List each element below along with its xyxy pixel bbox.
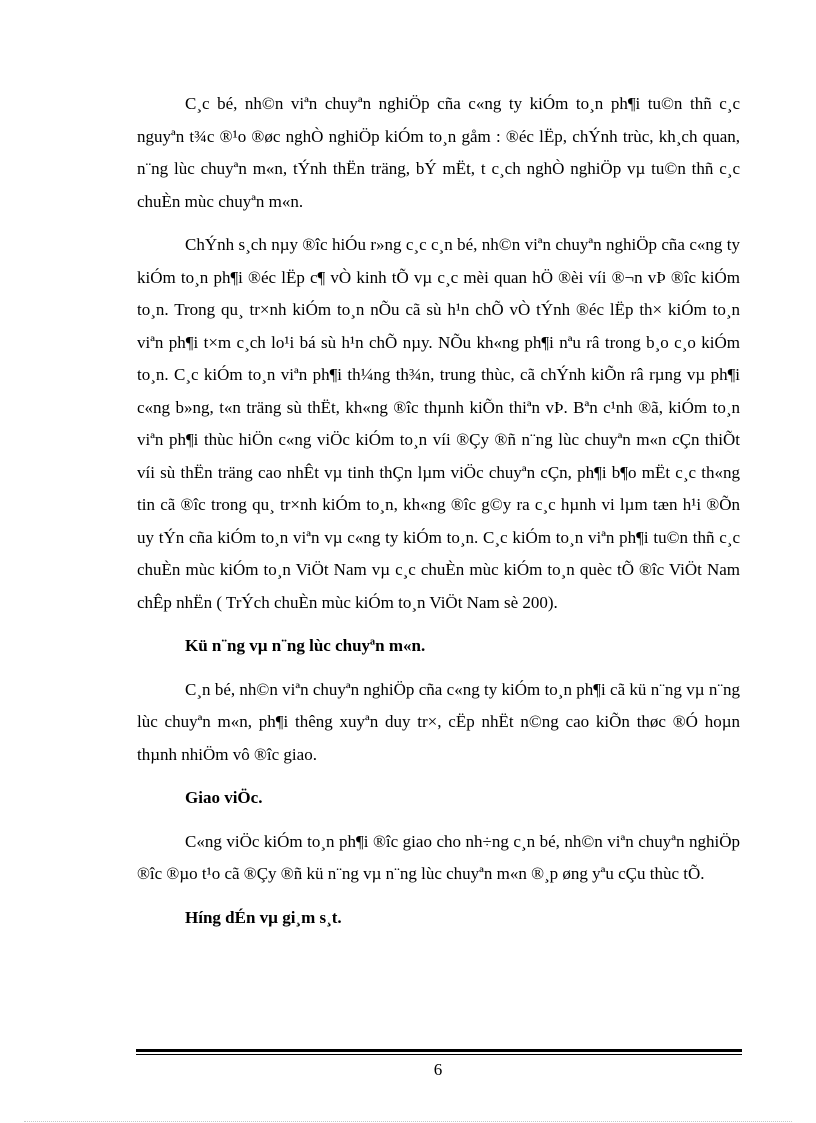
footer-rule-thin <box>136 1054 742 1055</box>
paragraph-assignment: C«ng viÖc kiÓm to¸n ph¶i ®îc giao cho nh÷ng c¸n bé, nh©n viªn chuyªn nghiÖp ®îc ®µo t¹o cã ®Çy ®ñ kü n¨ng vµ n¨ng lùc chuyªn m«n ®¸p øng yªu cÇu thùc tÕ. <box>137 831 740 883</box>
page-number: 6 <box>433 1060 443 1079</box>
body-text <box>137 88 740 945</box>
section-heading-skills: Kü n¨ng vµ n¨ng lùc chuyªn m«n. <box>185 636 426 655</box>
section-heading-supervision: Híng dÉn vµ gi¸m s¸t. <box>185 907 342 927</box>
footer-rule-thick <box>136 1049 742 1052</box>
page-bottom-divider <box>24 1121 792 1122</box>
paragraph-skills: C¸n bé, nh©n viªn chuyªn nghiÖp cña c«ng ty kiÓm to¸n ph¶i cã kü n¨ng vµ n¨ng lùc chuyªn m«n, ph¶i thêng xuyªn duy tr×, cËp nhËt n©ng cao kiÕn thøc ®Ó hoµn thµnh nhiÖm vô ®îc giao. <box>137 679 740 764</box>
paragraph-ethics-principles: C¸c bé, nh©n viªn chuyªn nghiÖp cña c«ng ty kiÓm to¸n ph¶i tu©n thñ c¸c nguyªn t¾c ®¹o ®øc nghÒ nghiÖp kiÓm to¸n gåm : ®éc lËp, chÝnh trùc, kh¸ch quan, n¨ng lùc chuyªn m«n, tÝnh thËn träng, bÝ mËt, t c¸ch nghÒ nghiÖp vµ tu©n thñ c¸c chuÈn mùc chuyªn m«n. <box>137 94 740 211</box>
section-heading-assignment: Giao viÖc. <box>185 788 263 807</box>
paragraph-independence-policy: ChÝnh s¸ch nµy ®îc hiÓu r»ng c¸c c¸n bé, nh©n viªn chuyªn nghiÖp cña c«ng ty kiÓm to¸n ph¶i ®éc lËp c¶ vÒ kinh tÕ vµ c¸c mèi quan hÖ ®èi víi ®¬n vÞ ®îc kiÓm to¸n. Trong qu¸ tr×nh kiÓm to¸n nÕu cã sù h¹n chÕ vÒ tÝnh ®éc lËp th× kiÓm to¸n viªn ph¶i t×m c¸ch lo¹i bá sù h¹n chÕ nµy. NÕu kh«ng ph¶i nªu râ trong b¸o c¸o kiÓm to¸n. C¸c kiÓm to¸n viªn ph¶i th¼ng th¾n, trung thùc, cã chÝnh kiÕn râ rµng vµ ph¶i c«ng b»ng, t«n träng sù thËt, kh«ng ®îc thµnh kiÕn thiªn vÞ. Bªn c¹nh ®ã, kiÓm to¸n viªn ph¶i thùc hiÖn c«ng viÖc kiÓm to¸n víi ®Çy ®ñ n¨ng lùc chuyªn m«n cÇn thiÕt víi sù thËn träng cao nhÊt vµ tinh thÇn lµm viÖc chuyªn cÇn, ph¶i b¶o mËt c¸c th«ng tin cã ®îc trong qu¸ tr×nh kiÓm to¸n, kh«ng ®îc g©y ra c¸c hµnh vi lµm tæn h¹i ®Õn uy tÝn cña kiÓm to¸n viªn vµ c«ng ty kiÓm to¸n. C¸c kiÓm to¸n viªn ph¶i tu©n thñ c¸c chuÈn mùc kiÓm to¸n ViÖt Nam vµ c¸c chuÈn mùc kiÓm to¸n quèc tÕ ®îc ViÖt Nam chÊp nhËn ( TrÝch chuÈn mùc kiÓm to¸n ViÖt Nam sè 200). <box>137 235 740 612</box>
